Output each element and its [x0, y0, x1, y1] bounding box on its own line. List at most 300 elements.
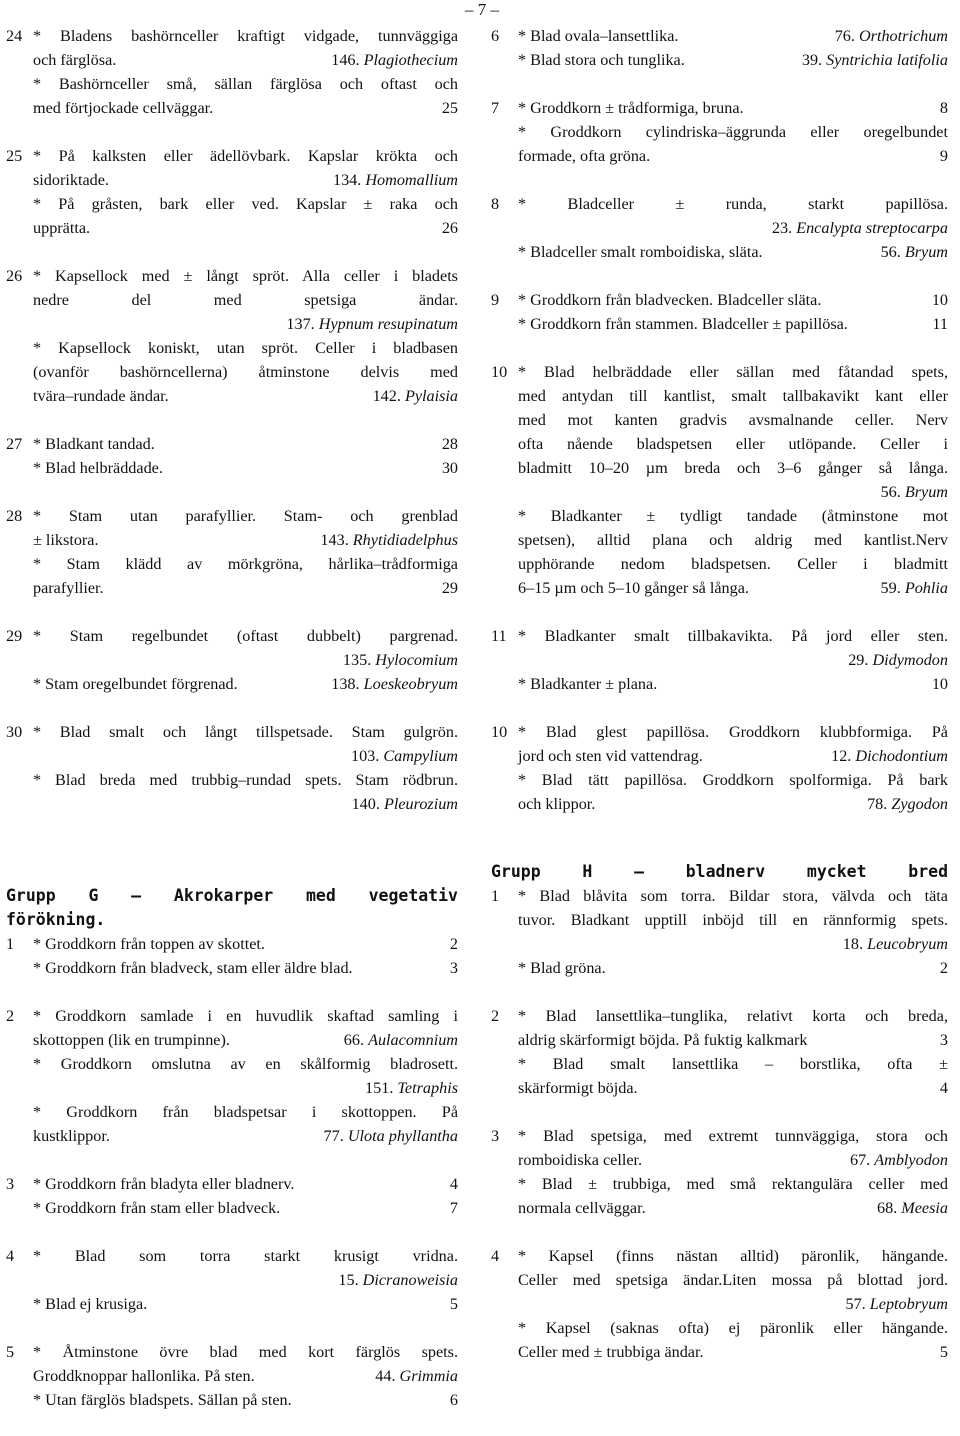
key-line	[491, 360, 948, 384]
reference-number: 7	[449, 1199, 458, 1217]
key-reference	[320, 528, 458, 552]
couplet-number: 9	[491, 291, 500, 309]
reference-number: 78.	[867, 795, 888, 813]
reference-number: 9	[939, 147, 948, 165]
key-reference	[932, 312, 948, 336]
key-option-text: (ovanför bashörncellerna) åtminstone delvis med	[33, 363, 458, 381]
key-option-tail	[518, 480, 948, 504]
genus-name: Tetraphis	[397, 1079, 458, 1097]
key-option-tail	[33, 648, 458, 672]
key-line	[6, 1124, 458, 1148]
key-option-text: * Blad smalt och långt tillspetsade. Stam gulgrön.	[33, 723, 458, 741]
key-reference	[831, 744, 948, 768]
key-option-text: * Stam utan parafyllier. Stam- och grenblad	[33, 507, 458, 525]
key-option-tail	[33, 932, 458, 956]
key-option-tail	[33, 96, 458, 120]
key-option-tail	[518, 792, 948, 816]
key-option-text: * Groddkorn från stam eller bladveck.	[33, 1199, 281, 1217]
reference-number: 11	[932, 315, 948, 333]
reference-number: 18.	[842, 935, 864, 953]
key-option-text: * Blad spetsiga, med extremt tunnväggiga, stora och	[518, 1127, 948, 1145]
couplet-number: 3	[6, 1175, 15, 1193]
key-column-top-right	[491, 24, 948, 840]
genus-name: Pleurozium	[383, 795, 458, 813]
key-option-tail	[518, 956, 948, 980]
key-option-text: * Groddkorn cylindriska–äggrunda eller oregelbundet	[518, 123, 948, 141]
key-option-tail	[518, 672, 948, 696]
couplet-number: 5	[6, 1343, 15, 1361]
key-line	[491, 528, 948, 552]
page-number: – 7 –	[465, 0, 499, 19]
key-option-text: * Bashörnceller små, sällan färglösa och oftast och	[33, 75, 458, 93]
key-line	[6, 1244, 458, 1268]
key-reference	[442, 456, 458, 480]
key-option-text: * Groddkorn från bladspetsar i skottoppen. På	[33, 1103, 458, 1121]
key-option-text: * Groddkorn från bladveck, stam eller äldre blad.	[33, 959, 353, 977]
key-line	[491, 456, 948, 480]
key-option-text: * Stam regelbundet (oftast dubbelt) pargrenad.	[33, 627, 458, 645]
key-option-tail	[518, 312, 948, 336]
key-line	[6, 360, 458, 384]
key-couplet	[6, 264, 458, 408]
key-line	[491, 384, 948, 408]
key-reference	[940, 1028, 948, 1052]
genus-name: Zygodon	[891, 795, 948, 813]
key-option-tail	[33, 1124, 458, 1148]
key-option-text: aldrig skärformigt böjda. På fuktig kalkmark	[518, 1031, 808, 1049]
key-line	[491, 576, 948, 600]
key-option-text: skottoppen (lik en trumpinne).	[33, 1031, 230, 1049]
key-option-text: * Blad ± trubbiga, med små rektangulära celler med	[518, 1175, 948, 1193]
key-option-text: parafyllier.	[33, 579, 104, 597]
key-option-text: * Stam klädd av mörkgröna, hårlika–trådformiga	[33, 555, 458, 573]
key-option-text: * Blad smalt lansettlika – borstlika, ofta ±	[518, 1055, 948, 1073]
key-reference	[331, 48, 458, 72]
key-line	[491, 1076, 948, 1100]
key-reference	[881, 240, 948, 264]
couplet-number: 26	[6, 267, 23, 285]
key-line	[6, 1172, 458, 1196]
key-reference	[365, 1076, 458, 1100]
key-line	[491, 768, 948, 792]
key-option-tail	[33, 1364, 458, 1388]
key-line	[6, 456, 458, 480]
key-option-text: sidoriktade.	[33, 171, 109, 189]
key-line	[491, 1124, 948, 1148]
couplet-number: 2	[491, 1007, 500, 1025]
key-couplet	[491, 192, 948, 264]
key-option-text: bladmitt 10–20 µm breda och 3–6 gånger så långa.	[518, 459, 948, 477]
group-g-heading-line2: förökning.	[6, 910, 106, 929]
key-option-tail	[33, 576, 458, 600]
key-line	[491, 408, 948, 432]
key-option-tail	[518, 1292, 948, 1316]
couplet-number: 1	[6, 935, 15, 953]
key-option-text: * På kalksten eller ädellövbark. Kapslar krökta och	[33, 147, 458, 165]
key-option-text: jord och sten vid vattendrag.	[518, 747, 703, 765]
key-option-text: * Blad stora och tunglika.	[518, 51, 685, 69]
genus-name: Encalypta streptocarpa	[796, 219, 948, 237]
key-line	[6, 648, 458, 672]
key-reference	[343, 648, 458, 672]
key-line	[491, 720, 948, 744]
key-option-text: * Blad som torra starkt krusigt vridna.	[33, 1247, 458, 1265]
key-reference	[877, 1196, 948, 1220]
key-line	[491, 216, 948, 240]
reference-number: 29.	[848, 651, 869, 669]
key-column-top-left	[6, 24, 458, 840]
reference-number: 66.	[343, 1031, 365, 1049]
key-option-tail	[518, 744, 948, 768]
key-option-text: Celler med spetsiga ändar.Liten mossa på blottad jord.	[518, 1271, 948, 1289]
group-h-section	[491, 860, 948, 1388]
key-option-text: och klippor.	[518, 795, 596, 813]
key-option-text: * Bladkanter ± plana.	[518, 675, 658, 693]
reference-number: 4	[449, 1175, 458, 1193]
couplet-number: 10	[491, 363, 508, 381]
genus-name: Hypnum resupinatum	[318, 315, 458, 333]
key-option-text: med mot kanten gradvis avsmalnande celler. Nerv	[518, 411, 948, 429]
couplet-number: 28	[6, 507, 23, 525]
key-line	[491, 648, 948, 672]
genus-name: Didymodon	[872, 651, 948, 669]
reference-number: 151.	[365, 1079, 394, 1097]
couplet-number: 25	[6, 147, 23, 165]
key-option-text: * Blad ej krusiga.	[33, 1295, 148, 1313]
key-line	[491, 1004, 948, 1028]
group-h-key	[491, 884, 948, 1364]
reference-number: 23.	[771, 219, 793, 237]
key-line	[6, 1388, 458, 1412]
key-option-text: med antydan till kantlist, smalt tallbakavikt kant eller	[518, 387, 948, 405]
reference-number: 8	[939, 99, 948, 117]
key-line	[6, 216, 458, 240]
key-reference	[881, 480, 948, 504]
key-option-text: * Bladkanter smalt tillbakavikta. På jord eller sten.	[518, 627, 948, 645]
key-line	[491, 1268, 948, 1292]
key-line	[491, 480, 948, 504]
reference-number: 5	[939, 1343, 948, 1361]
key-line	[6, 792, 458, 816]
genus-name: Leptobryum	[869, 1295, 948, 1313]
key-option-tail	[518, 1076, 948, 1100]
key-reference	[835, 24, 948, 48]
key-option-tail	[518, 288, 948, 312]
key-couplet	[491, 96, 948, 168]
key-option-text: nedre del med spetsiga ändar.	[33, 291, 458, 309]
reference-number: 30	[441, 459, 458, 477]
key-line	[6, 672, 458, 696]
key-reference	[442, 432, 458, 456]
key-line	[6, 1100, 458, 1124]
key-reference	[331, 672, 458, 696]
key-option-text: * Blad lansettlika–tunglika, relativt korta och breda,	[518, 1007, 948, 1025]
genus-name: Bryum	[904, 243, 948, 261]
key-option-tail	[518, 96, 948, 120]
key-line	[491, 1028, 948, 1052]
key-option-text: * Stam oregelbundet förgrenad.	[33, 675, 238, 693]
key-reference	[333, 168, 458, 192]
key-option-text: * Groddkorn från stammen. Bladceller ± papillösa.	[518, 315, 848, 333]
genus-name: Pohlia	[904, 579, 948, 597]
key-line	[6, 576, 458, 600]
key-line	[6, 1292, 458, 1316]
key-option-tail	[518, 216, 948, 240]
key-reference	[932, 288, 948, 312]
key-option-tail	[33, 384, 458, 408]
reference-number: 39.	[801, 51, 823, 69]
key-reference	[450, 1292, 458, 1316]
key-line	[491, 932, 948, 956]
key-reference	[940, 956, 948, 980]
key-couplet	[491, 288, 948, 336]
genus-name: Pylaisia	[404, 387, 458, 405]
key-option-tail	[33, 456, 458, 480]
key-option-text: * Blad glest papillösa. Groddkorn klubbformiga. På	[518, 723, 948, 741]
key-line	[6, 1028, 458, 1052]
key-couplet	[491, 884, 948, 980]
key-line	[6, 504, 458, 528]
key-line	[6, 264, 458, 288]
key-option-tail	[518, 240, 948, 264]
key-option-text: spetsen), alltid plana och aldrig med kantlist.Nerv	[518, 531, 948, 549]
key-option-tail	[518, 1028, 948, 1052]
key-reference	[848, 648, 948, 672]
reference-number: 28	[441, 435, 458, 453]
key-line	[491, 504, 948, 528]
key-reference	[338, 1268, 458, 1292]
key-option-text: romboidiska celler.	[518, 1151, 643, 1169]
key-line	[6, 1364, 458, 1388]
key-option-tail	[33, 216, 458, 240]
key-option-text: * Groddkorn samlade i en huvudlik skaftad samling i	[33, 1007, 458, 1025]
key-option-tail	[518, 576, 948, 600]
reference-number: 68.	[876, 1199, 898, 1217]
key-option-tail	[33, 1076, 458, 1100]
key-option-text: ± likstora.	[33, 531, 99, 549]
key-reference	[450, 956, 458, 980]
key-reference	[286, 312, 458, 336]
genus-name: Meesia	[901, 1199, 948, 1217]
key-reference	[344, 1028, 458, 1052]
key-reference	[450, 1172, 458, 1196]
key-line	[491, 1316, 948, 1340]
key-line	[6, 932, 458, 956]
key-option-tail	[33, 48, 458, 72]
key-option-text: Celler med ± trubbiga ändar.	[518, 1343, 704, 1361]
key-reference	[442, 576, 458, 600]
genus-name: Aulacomnium	[368, 1031, 458, 1049]
key-option-text: * Åtminstone övre blad med kort färglös spets.	[33, 1343, 458, 1361]
key-line	[6, 1076, 458, 1100]
key-option-tail	[33, 312, 458, 336]
key-reference	[772, 216, 948, 240]
key-line	[491, 1244, 948, 1268]
reference-number: 135.	[342, 651, 372, 669]
key-option-text: 6–15 µm och 5–10 gånger så långa.	[518, 579, 749, 597]
key-line	[491, 144, 948, 168]
key-option-text: * Blad blåvita som torra. Bildar stora, välvda och täta	[518, 887, 948, 905]
key-option-text: * Kapsel (finns nästan alltid) päronlik, hängande.	[518, 1247, 948, 1265]
key-line	[491, 192, 948, 216]
reference-number: 56.	[880, 483, 901, 501]
key-option-text: * Blad helbräddade eller sällan med fåtandad spets,	[518, 363, 948, 381]
key-couplet	[491, 624, 948, 696]
couplet-number: 4	[491, 1247, 500, 1265]
key-option-text: * Groddkorn från bladvecken. Bladceller släta.	[518, 291, 822, 309]
key-couplet	[491, 1124, 948, 1220]
key-couplet	[491, 1004, 948, 1100]
key-reference	[932, 672, 948, 696]
genus-name: Amblyodon	[874, 1151, 948, 1169]
key-option-tail	[518, 144, 948, 168]
key-line	[491, 312, 948, 336]
key-couplet	[6, 624, 458, 696]
key-option-tail	[518, 648, 948, 672]
couplet-number: 27	[6, 435, 23, 453]
key-option-text: kustklippor.	[33, 1127, 110, 1145]
key-line	[6, 384, 458, 408]
couplet-number: 8	[491, 195, 500, 213]
key-couplet	[6, 504, 458, 600]
genus-name: Plagiothecium	[363, 51, 458, 69]
key-option-text: upprätta.	[33, 219, 91, 237]
reference-number: 2	[939, 959, 948, 977]
key-line	[6, 168, 458, 192]
key-line	[6, 336, 458, 360]
genus-name: Leucobryum	[867, 935, 948, 953]
reference-number: 4	[939, 1079, 948, 1097]
couplet-number: 24	[6, 27, 23, 45]
key-couplet	[6, 144, 458, 240]
key-option-text: och färglösa.	[33, 51, 117, 69]
key-line	[491, 1148, 948, 1172]
key-couplet	[491, 720, 948, 816]
genus-name: Homomallium	[365, 171, 458, 189]
key-option-text: * Bladkant tandad.	[33, 435, 155, 453]
key-option-tail	[33, 792, 458, 816]
reference-number: 143.	[320, 531, 349, 549]
key-line	[491, 908, 948, 932]
key-option-text: normala cellväggar.	[518, 1199, 646, 1217]
key-line	[491, 884, 948, 908]
key-option-text: * Blad tätt papillösa. Groddkorn spolformiga. På bark	[518, 771, 948, 789]
key-line	[491, 240, 948, 264]
reference-number: 146.	[331, 51, 360, 69]
couplet-number: 1	[491, 887, 500, 905]
couplet-number: 6	[491, 27, 500, 45]
key-option-tail	[33, 1268, 458, 1292]
genus-name: Campylium	[383, 747, 458, 765]
key-option-text: * Kapsellock koniskt, utan spröt. Celler i bladbasen	[33, 339, 458, 357]
couplet-number: 7	[491, 99, 500, 117]
key-option-tail	[33, 1172, 458, 1196]
key-reference	[843, 932, 948, 956]
key-option-tail	[33, 1196, 458, 1220]
key-option-tail	[33, 956, 458, 980]
key-option-tail	[33, 1388, 458, 1412]
key-option-tail	[33, 168, 458, 192]
couplet-number: 10	[491, 723, 508, 741]
key-line	[491, 1196, 948, 1220]
genus-name: Dicranoweisia	[362, 1271, 458, 1289]
key-line	[491, 96, 948, 120]
key-reference	[881, 576, 948, 600]
reference-number: 15.	[338, 1271, 359, 1289]
genus-name: Bryum	[904, 483, 948, 501]
key-line	[6, 1340, 458, 1364]
reference-number: 137.	[286, 315, 315, 333]
key-couplet	[6, 1172, 458, 1220]
key-line	[491, 1292, 948, 1316]
key-line	[6, 192, 458, 216]
key-reference	[940, 96, 948, 120]
key-line	[6, 144, 458, 168]
key-line	[491, 1340, 948, 1364]
reference-number: 10	[931, 291, 948, 309]
key-option-tail	[518, 48, 948, 72]
key-line	[491, 744, 948, 768]
reference-number: 57.	[845, 1295, 866, 1313]
key-reference	[845, 1292, 948, 1316]
key-couplet	[6, 932, 458, 980]
reference-number: 142.	[372, 387, 401, 405]
key-couplet	[491, 24, 948, 72]
reference-number: 76.	[834, 27, 855, 45]
reference-number: 5	[449, 1295, 458, 1313]
reference-number: 6	[449, 1391, 458, 1409]
genus-name: Loeskeobryum	[363, 675, 458, 693]
key-reference	[940, 144, 948, 168]
key-line	[6, 720, 458, 744]
reference-number: 77.	[323, 1127, 344, 1145]
key-option-text: * Blad ovala–lansettlika.	[518, 27, 679, 45]
key-option-tail	[33, 432, 458, 456]
key-option-text: Groddknoppar hallonlika. På sten.	[33, 1367, 255, 1385]
key-reference	[324, 1124, 458, 1148]
reference-number: 56.	[880, 243, 901, 261]
key-option-text: skärformigt böjda.	[518, 1079, 638, 1097]
key-option-tail	[518, 932, 948, 956]
reference-number: 59.	[880, 579, 901, 597]
key-option-text: * Bladkanter ± tydligt tandade (åtminstone mot	[518, 507, 948, 525]
key-option-text: * Blad helbräddade.	[33, 459, 163, 477]
key-option-text: * Kapsellock med ± långt spröt. Alla celler i bladets	[33, 267, 458, 285]
key-option-tail	[33, 744, 458, 768]
key-line	[491, 288, 948, 312]
key-line	[6, 768, 458, 792]
group-g-heading-line1: Grupp G – Akrokarper med vegetativ	[6, 886, 458, 905]
key-line	[491, 1052, 948, 1076]
key-option-tail	[518, 24, 948, 48]
reference-number: 25	[441, 99, 458, 117]
key-line	[491, 672, 948, 696]
key-line	[6, 432, 458, 456]
key-option-text: * Bladceller smalt romboidiska, släta.	[518, 243, 763, 261]
key-option-text: * Bladceller ± runda, starkt papillösa.	[518, 195, 948, 213]
key-option-text: med förtjockade cellväggar.	[33, 99, 214, 117]
key-reference	[802, 48, 948, 72]
key-couplet	[6, 24, 458, 120]
key-couplet	[491, 360, 948, 600]
key-option-tail	[33, 528, 458, 552]
key-option-text: * På gråsten, bark eller ved. Kapslar ± raka och	[33, 195, 458, 213]
key-line	[6, 956, 458, 980]
reference-number: 29	[441, 579, 458, 597]
key-line	[6, 288, 458, 312]
key-option-tail	[518, 1340, 948, 1364]
genus-name: Dichodontium	[855, 747, 948, 765]
